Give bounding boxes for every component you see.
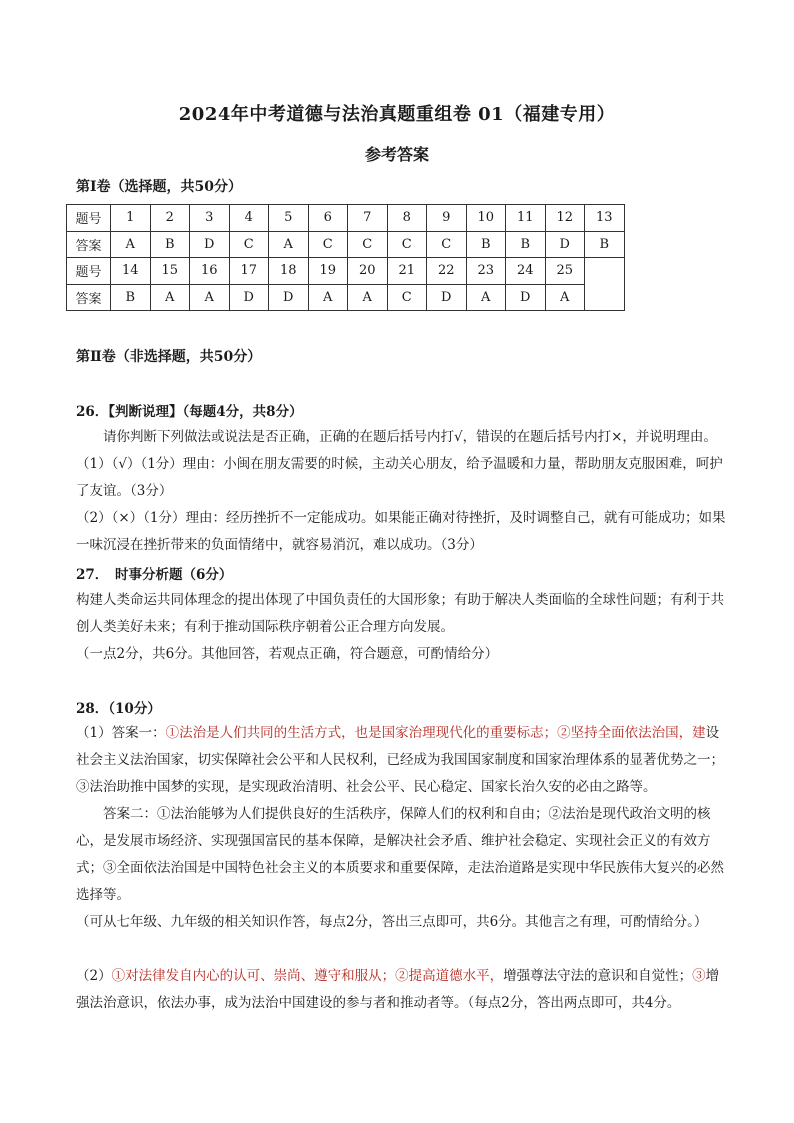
q26-answer-2: （2）（×）（1分）理由：经历挫折不一定能成功。如果能正确对待挫折，及时调整自己，就有可能成功；如果一味沉浸在挫折带来的负面情绪中，就容易消沉，难以成功。（3分） <box>76 510 726 553</box>
label-question: 题号 <box>67 258 111 285</box>
label-answer: 答案 <box>67 284 111 311</box>
answer-cell: C <box>229 231 269 258</box>
answer-cell: C <box>387 284 427 311</box>
label-answer: 答案 <box>67 231 111 258</box>
q28-part2-prefix: （2） <box>76 968 112 984</box>
answer-cell: D <box>506 284 546 311</box>
q28-part2-mid: 增强尊法守法的意识和自觉性； <box>503 968 693 984</box>
answer-cell: B <box>466 231 506 258</box>
question-number: 19 <box>308 258 348 285</box>
q28-part2-highlight: ①对法律发自内心的认可、崇尚、遵守和服从；②提高道德水平， <box>111 968 504 984</box>
answer-cell: A <box>190 284 230 311</box>
question-number: 6 <box>308 205 348 232</box>
answer-cell: D <box>229 284 269 311</box>
question-number: 18 <box>269 258 309 285</box>
table-row <box>67 231 625 258</box>
answer-cell: B <box>111 284 151 311</box>
question-number: 4 <box>229 205 269 232</box>
q28-scoring-note: （可从七年级、九年级的相关知识作答，每点2分，答出三点即可，共6分。其他言之有理，可酌情给分。） <box>76 914 708 930</box>
answer-cell: D <box>427 284 467 311</box>
question-number: 9 <box>427 205 467 232</box>
question-number: 20 <box>348 258 388 285</box>
question-number: 12 <box>545 205 585 232</box>
question-number: 5 <box>269 205 309 232</box>
answer-cell: A <box>308 284 348 311</box>
answer-cell: A <box>348 284 388 311</box>
question-number: 11 <box>506 205 546 232</box>
question-number: 21 <box>387 258 427 285</box>
part2-heading: 第Ⅱ卷（非选择题，共50分） <box>76 349 262 365</box>
question-number: 24 <box>506 258 546 285</box>
answer-cell: C <box>387 231 427 258</box>
q28-part1-highlight: ①法治是人们共同的生活方式，也是国家治理现代化的重要标志；②坚持全面依法治国，建 <box>165 725 706 741</box>
answer-cell: A <box>150 284 190 311</box>
question-number: 22 <box>427 258 467 285</box>
q27-scoring-note: （一点2分，共6分。其他回答，若观点正确，符合题意，可酌情给分） <box>76 646 499 662</box>
question-number: 7 <box>348 205 388 232</box>
q28-part1-answer-one <box>76 720 728 801</box>
q28-heading: 28．（10分） <box>76 701 161 717</box>
q28-part2-text: 增强法治意识，依法办事，成为法治中国建设的参与者和推动者等。（每点2分，答出两点即可，共4分。 <box>76 968 720 1011</box>
q26-heading: 26．【判断说理】（每题4分，共8分） <box>76 404 303 420</box>
q28-part1-prefix: （1）答案一： <box>76 725 166 741</box>
answer-cell: B <box>506 231 546 258</box>
answer-cell: D <box>190 231 230 258</box>
q26-answer-1: （1）（√）（1分）理由：小闽在朋友需要的时候，主动关心朋友，给予温暖和力量，帮助朋友克服困难，呵护了友谊。（3分） <box>76 456 723 499</box>
question-number: 2 <box>150 205 190 232</box>
label-question: 题号 <box>67 205 111 232</box>
empty-cell <box>585 258 625 311</box>
document-subtitle: 参考答案 <box>364 145 429 164</box>
answer-cell: B <box>585 231 625 258</box>
table-row <box>67 284 625 311</box>
answer-cell: D <box>269 284 309 311</box>
question-number: 10 <box>466 205 506 232</box>
question-number: 3 <box>190 205 230 232</box>
answer-cell: A <box>466 284 506 311</box>
part1-heading: 第Ⅰ卷（选择题，共50分） <box>76 179 243 195</box>
document-title: 2024年中考道德与法治真题重组卷 01（福建专用） <box>178 104 616 125</box>
answer-cell: C <box>348 231 388 258</box>
q28-part2-answer <box>76 963 728 1017</box>
answer-table <box>66 204 625 311</box>
answer-cell: A <box>111 231 151 258</box>
q28-part1-text: 设社会主义法治国家，切实保障社会公平和人民权利，已经成为我国国家制度和国家治理体系的显著优势之一；③法治助推中国梦的实现，是实现政治清明、社会公平、民心稳定、国家长治久安的必由之路等。 <box>76 725 724 795</box>
answer-cell: B <box>150 231 190 258</box>
question-number: 1 <box>111 205 151 232</box>
answer-cell: A <box>269 231 309 258</box>
q28-part1-answer-two: 答案二：①法治能够为人们提供良好的生活秩序，保障人们的权利和自由；②法治是现代政治文明的核心，是发展市场经济、实现强国富民的基本保障，是解决社会矛盾、维护社会稳定、实现社会正义的有效方式；③全面依法治国是中国特色社会主义的本质要求和重要保障，走法治道路是实现中华民族伟大复兴的必然选择等。 <box>76 806 724 903</box>
question-number: 25 <box>545 258 585 285</box>
question-number: 14 <box>111 258 151 285</box>
question-number: 23 <box>466 258 506 285</box>
question-number: 17 <box>229 258 269 285</box>
question-number: 15 <box>150 258 190 285</box>
answer-cell: A <box>545 284 585 311</box>
answer-cell: C <box>427 231 467 258</box>
q27-answer: 构建人类命运共同体理念的提出体现了中国负责任的大国形象；有助于解决人类面临的全球性问题；有利于共创人类美好未来；有利于推动国际秩序朝着公正合理方向发展。 <box>76 592 724 635</box>
question-number: 8 <box>387 205 427 232</box>
question-number: 13 <box>585 205 625 232</box>
table-row <box>67 205 625 232</box>
table-row <box>67 258 625 285</box>
answer-cell: C <box>308 231 348 258</box>
question-number: 16 <box>190 258 230 285</box>
q26-instruction: 请你判断下列做法或说法是否正确，正确的在题后括号内打√，错误的在题后括号内打×，并说明理由。 <box>103 429 717 445</box>
q28-part2-highlight-2: ③ <box>692 968 706 984</box>
answer-cell: D <box>545 231 585 258</box>
q27-heading: 27． 时事分析题（6分） <box>76 567 233 583</box>
